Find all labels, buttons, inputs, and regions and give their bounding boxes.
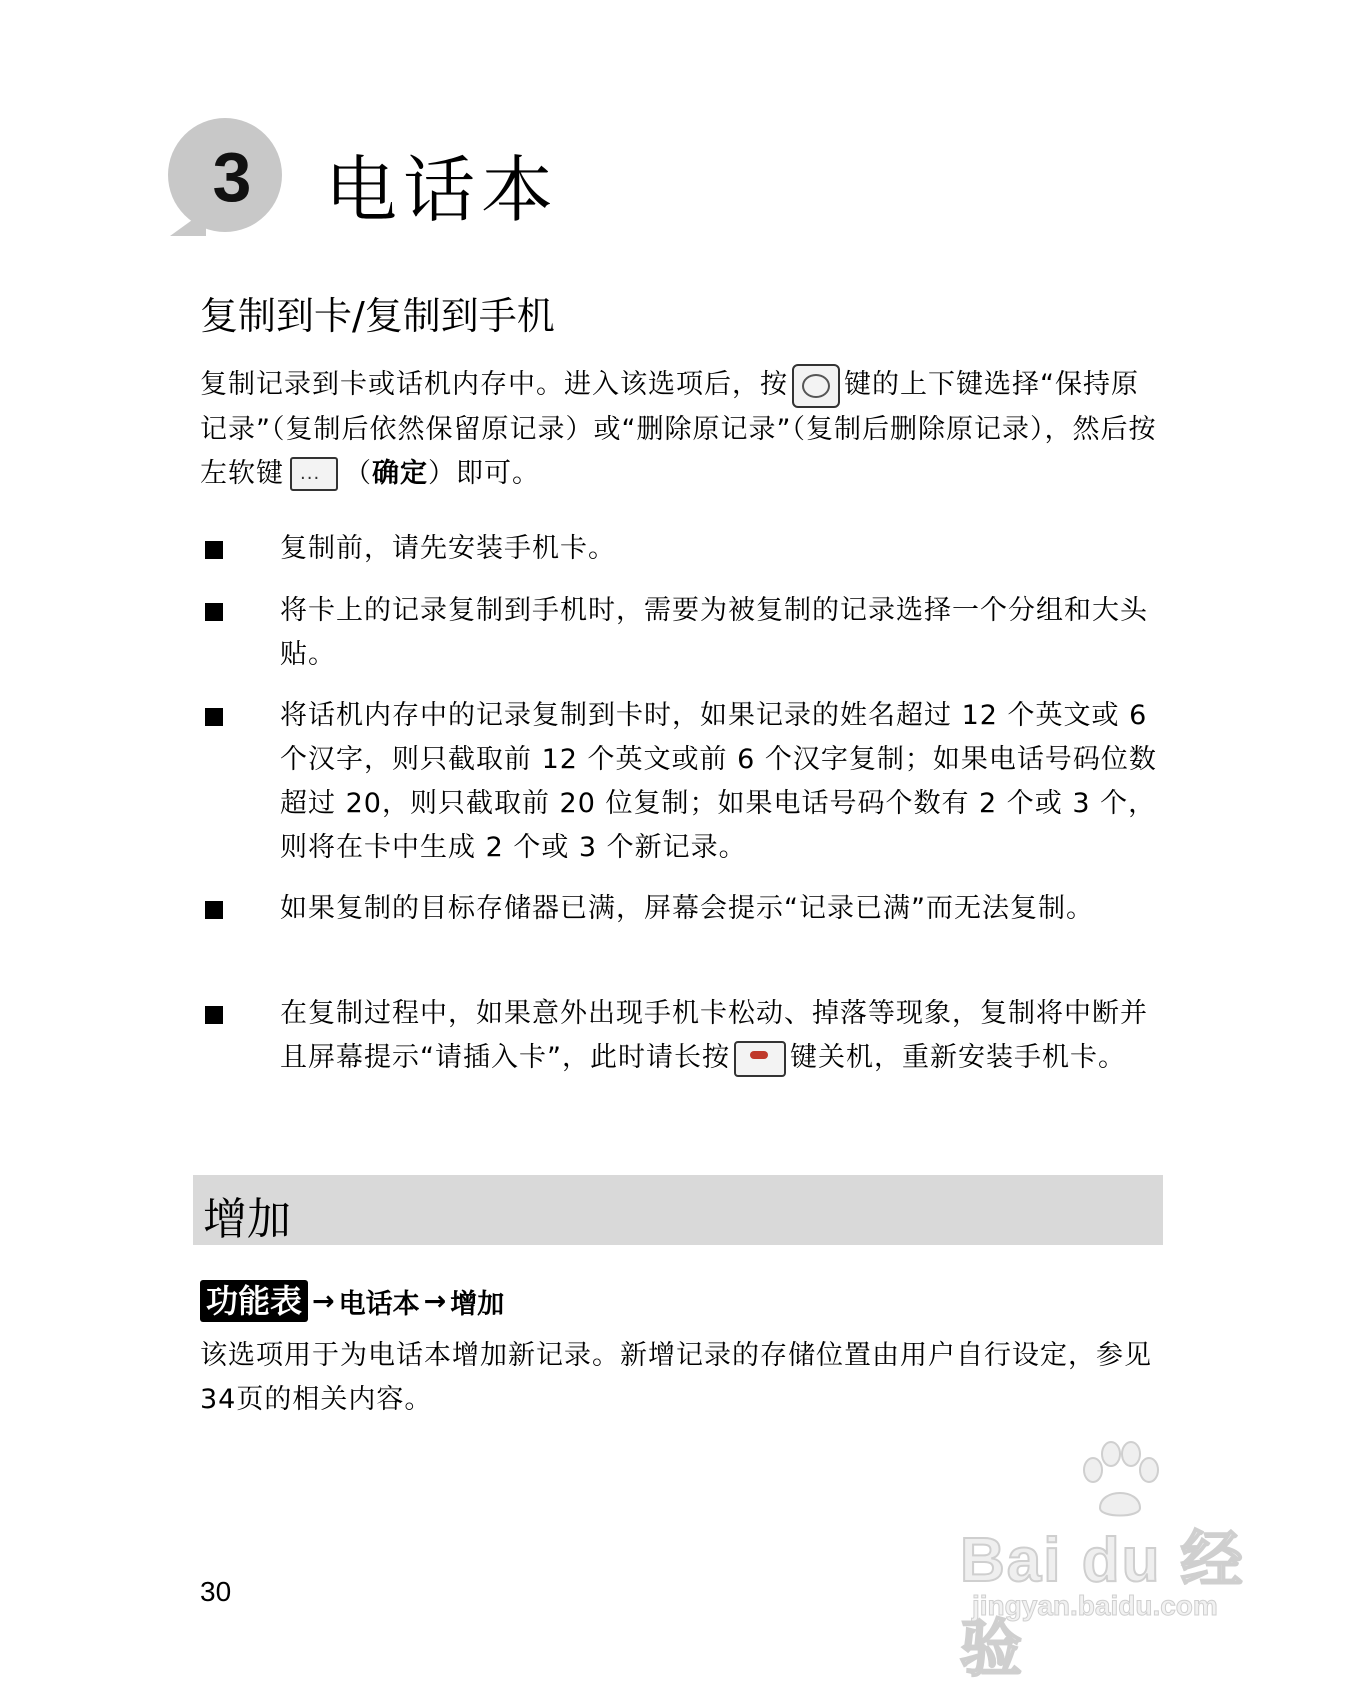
page-number: 30 — [200, 1576, 232, 1607]
arrow-icon: → — [312, 1285, 335, 1317]
intro-text-3: （ — [344, 457, 372, 489]
navigation-key-icon — [792, 364, 840, 408]
bullet-marker — [205, 708, 223, 726]
intro-text-4: ）即可。 — [428, 457, 540, 489]
arrow-icon: → — [423, 1285, 447, 1317]
paw-icon — [1075, 1440, 1165, 1520]
bullet-marker — [205, 1006, 223, 1024]
bullet-text-2: 键关机，重新安装手机卡。 — [789, 1042, 1126, 1073]
bullet-item — [280, 992, 1160, 1080]
path-add: 增加 — [450, 1288, 505, 1320]
watermark-logo: Bai du 经验 — [960, 1526, 1245, 1684]
chapter-title: 电话本 — [325, 148, 560, 232]
intro-text-2: 键的上下键选择“保持原记录”（复制后依然保留原记录）或“删除原记录”（复制后删除原记录），然后按左软键 — [200, 369, 1157, 489]
chapter-badge — [168, 118, 282, 232]
watermark — [960, 1440, 1280, 1684]
intro-text-1: 复制记录到卡或话机内存中。进入该选项后，按 — [200, 369, 788, 400]
bullet-marker — [205, 541, 223, 559]
end-call-key-icon — [734, 1041, 786, 1077]
intro-confirm: 确定 — [372, 457, 428, 489]
chapter-number: 3 — [212, 138, 252, 216]
menu-label: 功能表 — [200, 1280, 308, 1322]
menu-path — [200, 1280, 504, 1322]
bullet-item: 将卡上的记录复制到手机时，需要为被复制的记录选择一个分组和大头贴。 — [280, 595, 1148, 670]
section-title-copy: 复制到卡/复制到手机 — [200, 294, 555, 338]
watermark-url: jingyan.baidu.com — [972, 1590, 1218, 1621]
speech-bubble-tail — [170, 210, 206, 236]
bullet-marker — [205, 901, 223, 919]
add-description: 该选项用于为电话本增加新记录。新增记录的存储位置由用户自行设定，参见34页的相关内容。 — [200, 1340, 1152, 1415]
bullet-text-1: 在复制过程中，如果意外出现手机卡松动、掉落等现象，复制将中断并且屏幕提示“请插入卡”，此时请长按 — [280, 998, 1148, 1073]
section-header-add — [193, 1175, 1163, 1245]
left-soft-key-icon — [290, 457, 338, 491]
bullet-marker — [205, 603, 223, 621]
section-title-add: 增加 — [203, 1194, 291, 1245]
bullet-item: 复制前，请先安装手机卡。 — [280, 533, 616, 564]
path-phonebook: 电话本 — [338, 1288, 420, 1320]
bullet-item: 将话机内存中的记录复制到卡时，如果记录的姓名超过 12 个英文或 6 个汉字，则只截取前 12 个英文或前 6 个汉字复制；如果电话号码位数超过 20，则只截取前 20 位复制；如果电话号码个数有 2 个或 3 个，则将在卡中生成 2 个或 3 个新记录。 — [280, 700, 1157, 863]
bullet-item: 如果复制的目标存储器已满，屏幕会提示“记录已满”而无法复制。 — [280, 893, 1094, 924]
intro-paragraph — [200, 363, 1160, 496]
